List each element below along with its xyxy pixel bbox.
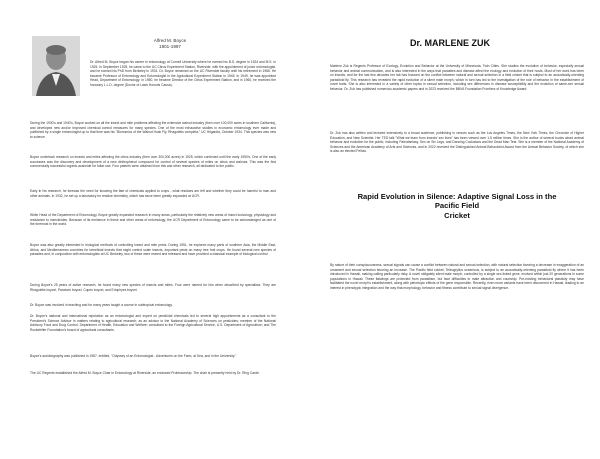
bio-paragraph-5: While Head of the Department of Entomology, Boyce greatly expanded research in many areas, particularly the relatively new areas of insect toxicology, physiology and resistance to insecticides. Because of its eminence in these and other areas of entomology, the UCR Department of Entomology came to be acknowledged as one of the foremost in the world.	[30, 213, 276, 227]
speaker-bio-paragraph-2: Dr. Zuk has also written and lectured extensively to a broad audience, publishing in venues such as the Los Angeles Times, the New York Times, the Chronicle of Higher Education, and New Scientist. Her TED talk "What we learn from insects' sex lives" has been viewed over 1.5 million times. She is the author of several books about animal behavior and evolution for the public, including Paleofantasy, Sex on Six Legs, and Dancing Cockatoos and the Dead Man Test. She is a member of the National Academy of Sciences and the American Academy of Arts and Sciences, and in 2022 received the Distinguished Animal Behaviorist Award from the Animal Behavior Society, of which she is also an elected Fellow.	[330, 131, 584, 154]
bio-paragraph-11: The UC Regents established the Alfred M. Boyce Chair in Entomology at Riverside, an endowed Professorship. The chair is presently held by Dr. Ring Cardé.	[30, 371, 260, 375]
bio-paragraph-10: Boyce's autobiography was published in 1987, entitled, "Odyssey of an Entomologist - Adventures on the Farm, at Sea, and in the University."	[30, 354, 237, 358]
bio-paragraph-2: During the 1930's and 1940's, Boyce worked on all the insect and mite problems affecting the extensive walnut industry (then over 100,000 acres in southern California), and developed new and/or improved chemical control measures for many species. One of the most exhaustive studies in economic entomology ever made and published by a single entomologist up to that time was his "Bionomics of the Walnut Husk Fly, Rhagoletis completa," UC Hilgardia, October 1934. This species was new to science.	[30, 121, 276, 139]
caption-years: 1901-1997	[159, 43, 181, 49]
right-page	[302, 0, 600, 459]
bio-paragraph-4: Early in his research, he foresaw the need for knowing the fate of chemicals applied to crops - what residues are left and whether they could be harmful to man and other animals. In 1932, he set up a laboratory for residue chemistry, which has since been greatly expanded at UCR.	[30, 189, 276, 198]
talk-heading-line-3: Cricket	[444, 210, 470, 220]
caption-name: Alfred M. Boyce	[153, 38, 187, 43]
talk-heading-line-1: Rapid Evolution in Silence: Adaptive Signal Loss in the	[357, 192, 557, 201]
bio-paragraph-8: Dr. Boyce was involved in teaching and for many years taught a course in subtropical entomology.	[30, 303, 173, 307]
portrait-caption	[130, 38, 210, 50]
bio-paragraph-7: During Boyce's 25 years of active research, he found many new species of insects and mites. Four were named for him when described by specialists. They are Rhagoletis boycei, Paratorix boycei, Cupes boycei, and Eriophyes boycei.	[30, 283, 276, 292]
portrait-photo	[32, 36, 80, 96]
talk-abstract: By nature of their conspicuousness, sexual signals can cause a conflict between natural and sexual selection, with natural selection favoring a decrease in exaggeration of an ornament and sexual selection favoring an increase. The Pacific field cricket, Teleogryllus oceanicus, is subject to an acoustically-orienting parasitoid fly where it has been introduced in Hawaii, making calling particularly risky. A novel obligately silent male morph, controlled by a single sex-linked gene, evolved within just 20 generations in some populations in Hawaii. These flatwings are protected from parasitism, but face difficulties in mate attraction and courtship. Pre-existing behavioral plasticity may have facilitated the novel morph's establishment, along with pleiotropic effects of the gene responsible. Recently, even more variants have been discovered in Hawaii, leading to an interest in phenotypic integration and the way that morphology, behavior and fitness contribute to sexual signal divergence.	[330, 263, 584, 290]
speaker-bio-paragraph-1: Marlene Zuk is Regents Professor of Ecology, Evolution and Behavior at the University of Minnesota, Twin Cities. She studies the evolution of behavior, especially sexual behavior and animal communication, and is also interested in the ways that parasites and disease affect the ecology and evolution of their hosts. Most of her work has been on insects, and for the last few decades her lab has focused on the conflict between natural and sexual selection in a field cricket that is subject to an acoustically-orienting parasitoid fly. This research has revealed the rapid evolution of a silent male morph, which in turn has led to the investigation of the role of behavior in the establishment of novel traits. She is also interested in a variety of other topics in sexual selection, including sex differences in disease susceptibility and the evolution of same-sex sexual behavior. Dr. Zuk has published numerous academic papers and in 2023 received the BBVA Foundation Frontiers of Knowledge Award.	[330, 64, 584, 91]
bio-paragraph-6: Boyce was also greatly interested in biological methods of controlling insect and mite pests. During 1951, he explored many parts of southern Asia, the Middle East, Africa, and Mediterranean countries for beneficial insects that might control scale insects, important pests on many tree fruit crops. He found several new species of parasites and, in conjunction with entomologists at UC Berkeley, two of these were reared and released and have provided a classical example of biological control.	[30, 243, 276, 257]
speaker-title: Dr. MARLENE ZUK	[410, 38, 491, 48]
bio-paragraph-1: Dr. Alfred M. Boyce began his career in entomology at Cornell University where he earned his B.S. degree in 1924 and M.S. in 1925. In September 1925, he came to the UC Citrus Experiment Station, Riverside, with the appointment of junior entomologist, and he earned his PhD from Berkeley in 1931. Dr. Boyce remained on the UC Riverside faculty until his retirement in 1968. He became Professor of Entomology and Entomologist in the Agricultural Experiment Station in 1945. In 1949, he was appointed Head, Department of Entomology; in 1950, he became Director of the Citrus Experiment Station, and in 1960, he received the honorary L.L.D. degree (Doctor of Laws Honoris Causa).	[90, 60, 276, 87]
bio-paragraph-3: Boyce undertook research on insects and mites affecting the citrus industry (then over 300,000 acres) in 1925, which continued until the early 1950's. One of the early successes was the discovery and development of a new dinitrophenol compound for control of several species of mites on citrus and walnuts. This was the first commercially successful organic acaricide for foliar use. Four patents were obtained from this and other research, all dedicated to the public.	[30, 155, 276, 169]
bio-paragraph-9: Dr. Boyce's national and international reputation as an entomologist and expert on pesticidal chemicals led to several high appointments as a consultant to the President's Science Advisor in matters relating to agricultural research; as an advisor to the National Academy of Sciences on pesticides; member of the National Advisory Food and Drug Control, Department of Health, Education and Welfare; consultant to the Foreign Agricultural Service, U.S. Department of Agriculture; and The Rockefeller Foundation's board of agricultural consultants.	[30, 314, 276, 332]
talk-heading	[330, 192, 584, 220]
talk-heading-line-2: Pacific Field	[434, 201, 480, 211]
portrait-silhouette-icon	[32, 36, 80, 96]
